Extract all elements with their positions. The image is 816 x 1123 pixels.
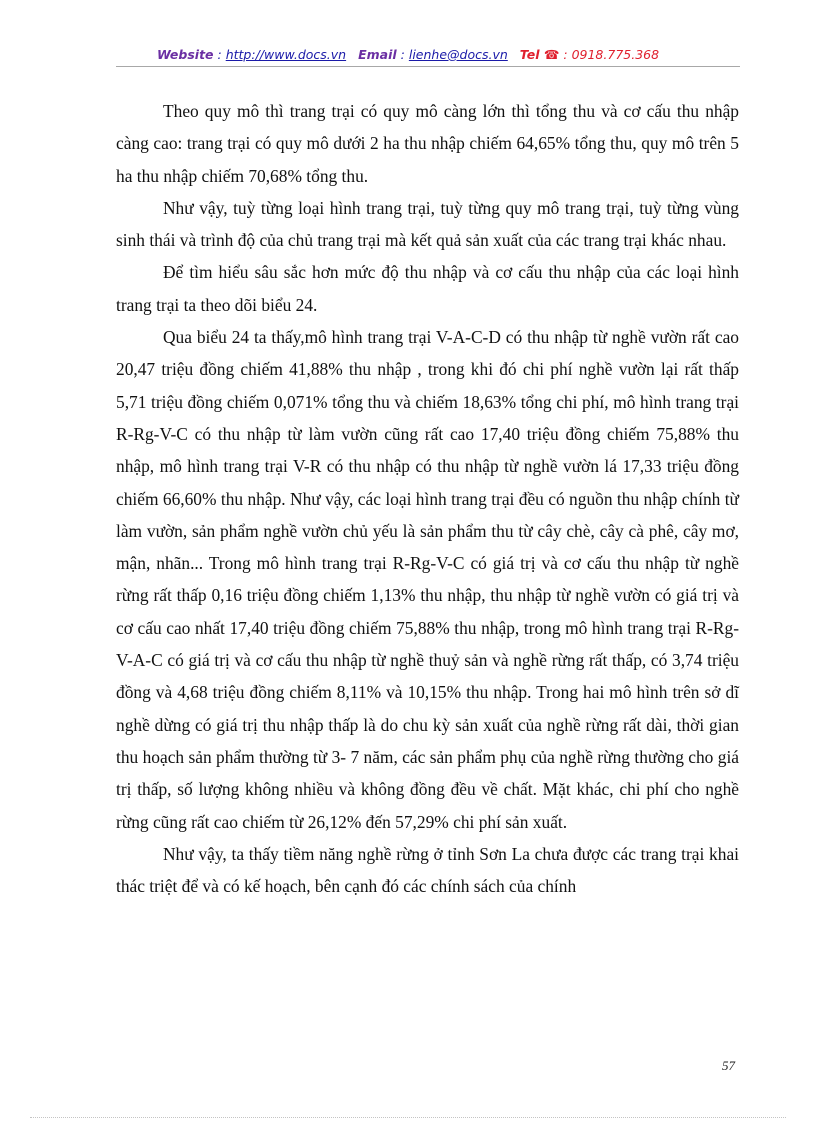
website-label: Website <box>156 47 214 62</box>
footer-divider <box>30 1117 786 1118</box>
phone-number: 0918.775.368 <box>571 47 660 62</box>
body-text <box>116 95 739 902</box>
paragraph: Như vậy, ta thấy tiềm năng nghề rừng ở tỉnh Sơn La chưa được các trang trại khai thác triệt để và có kế hoạch, bên cạnh đó các chính sách của chính <box>116 843 739 897</box>
phone-icon: ☎ <box>539 47 560 62</box>
email-separator: : <box>396 47 409 62</box>
paragraph: Để tìm hiểu sâu sắc hơn mức độ thu nhập và cơ cấu thu nhập của các loại hình trang trại ta theo dõi biểu 24. <box>116 262 739 315</box>
tel-separator: : <box>559 47 572 62</box>
paragraph: Như vậy, tuỳ từng loại hình trang trại, tuỳ từng quy mô trang trại, tuỳ từng vùng sinh thái và trình độ của chủ trang trại mà kết quả sản xuất của các trang trại khác nhau. <box>116 197 739 251</box>
email-link[interactable]: lienhe@docs.vn <box>408 47 508 62</box>
page-number: 57 <box>722 1058 735 1073</box>
website-separator: : <box>213 47 226 62</box>
email-label: Email <box>358 47 397 62</box>
paragraph: Theo quy mô thì trang trại có quy mô càng lớn thì tổng thu và cơ cấu thu nhập càng cao: trang trại có quy mô dưới 2 ha thu nhập chiếm 64,65% tổng thu, quy mô trên 5 ha thu nhập chiếm 70,68% tổng thu. <box>116 101 739 186</box>
header-divider <box>116 66 740 67</box>
website-link[interactable]: http://www.docs.vn <box>225 47 347 62</box>
paragraph: Qua biểu 24 ta thấy,mô hình trang trại V-A-C-D có thu nhập từ nghề vườn rất cao 20,47 triệu đồng chiếm 41,88% thu nhập , trong khi đó chi phí nghề vườn lại rất thấp 5,71 triệu đồng chiếm 0,071% tổng thu và chiếm 18,63% tổng chi phí, mô hình trang trại R-Rg-V-C có thu nhập từ làm vườn cũng rất cao 17,40 triệu đồng chiếm 75,88% thu nhập, mô hình trang trại V-R có thu nhập có thu nhập từ nghề vườn lá 17,33 triệu đồng chiếm 66,60% thu nhập. Như vậy, các loại hình trang trại đều có nguồn thu nhập chính từ làm vườn, sản phẩm nghề vườn chủ yếu là sản phẩm thu từ cây chè, cây cà phê, cây mơ, mận, nhãn... Trong mô hình trang trại R-Rg-V-C có giá trị và cơ cấu thu nhập từ nghề rừng rất thấp 0,16 triệu đồng chiếm 1,13% thu nhập, thu nhập từ nghề vườn có giá trị và cơ cấu cao nhất 17,40 triệu đồng chiếm 75,88% thu nhập, trong mô hình trang trại R-Rg-V-A-C có giá trị và cơ cấu thu nhập từ nghề thuỷ sản và nghề rừng rất thấp, có 3,74 triệu đồng và 4,68 triệu đồng chiếm 8,11% và 10,15% thu nhập. Trong hai mô hình trên sở dĩ nghề dừng có giá trị thu nhập thấp là do chu kỳ sản xuất của nghề rừng rất dài, thời gian thu hoạch sản phẩm thường từ 3- 7 năm, các sản phẩm phụ của nghề rừng thường cho giá trị thấp, số lượng không nhiều và không đồng đều về chất. Mặt khác, chi phí cho nghề rừng cũng rất cao chiếm từ 26,12% đến 57,29% chi phí sản xuất. <box>116 327 739 832</box>
page-header <box>0 47 816 62</box>
tel-label: Tel <box>519 47 540 62</box>
